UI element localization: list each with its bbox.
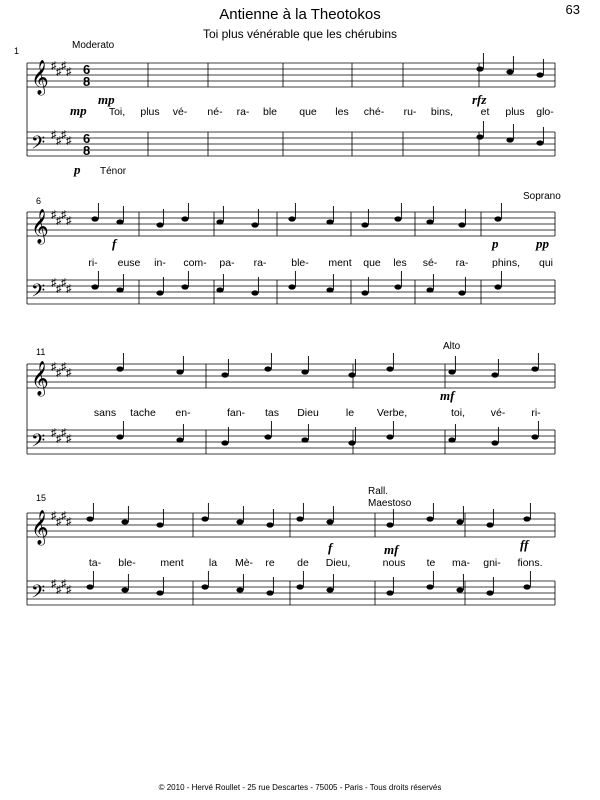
- lyrics-line: [0, 106, 600, 122]
- note-head: [386, 366, 393, 371]
- note-head: [91, 216, 98, 221]
- dynamic-marking: mp: [98, 92, 115, 107]
- note-head: [296, 516, 303, 521]
- note-head: [361, 222, 368, 227]
- note-head: [536, 140, 543, 145]
- lyric-syllable: la: [208, 557, 218, 569]
- sharp-icon: ♯: [56, 215, 62, 227]
- note-head: [506, 69, 513, 74]
- note-head: [523, 516, 530, 521]
- part-label: Soprano: [523, 191, 561, 202]
- sharp-icon: ♯: [66, 433, 72, 445]
- note-head: [264, 434, 271, 439]
- lyric-syllable: pa-: [219, 257, 235, 269]
- lyric-syllable: fions.: [517, 557, 543, 569]
- page-title: Antienne à la Theotokos: [219, 6, 381, 23]
- note-head: [326, 219, 333, 224]
- note-head: [201, 516, 208, 521]
- note-head: [494, 284, 501, 289]
- measure-number: 15: [36, 493, 47, 503]
- note-head: [523, 584, 530, 589]
- note-head: [476, 134, 483, 139]
- note-head: [456, 587, 463, 592]
- page-number: 63: [565, 2, 580, 17]
- note-head: [426, 287, 433, 292]
- note-head: [491, 372, 498, 377]
- measure-number: 1: [14, 46, 20, 56]
- sharp-icon: ♯: [61, 129, 67, 141]
- sharp-icon: ♯: [51, 209, 57, 221]
- sharp-icon: ♯: [56, 516, 62, 528]
- note-head: [386, 590, 393, 595]
- sharp-icon: ♯: [61, 427, 67, 439]
- page-subtitle: Toi plus vénérable que les chérubins: [202, 27, 398, 41]
- lyric-syllable: qui: [538, 257, 554, 269]
- copyright-footer: © 2010 - Hervé Roullet - 25 rue Descartes - 75005 - Paris - Tous droits réservés: [158, 783, 442, 792]
- lyric-syllable: ri-: [531, 407, 541, 419]
- note-head: [326, 287, 333, 292]
- lyric-syllable: que: [363, 257, 381, 269]
- sharp-icon: ♯: [51, 129, 57, 141]
- note-head: [531, 434, 538, 439]
- note-head: [326, 519, 333, 524]
- note-head: [116, 287, 123, 292]
- note-head: [386, 522, 393, 527]
- lyric-syllable: ri-: [88, 257, 98, 269]
- treble-clef-icon: 𝄞: [31, 361, 49, 396]
- lyric-syllable: bins,: [430, 106, 454, 118]
- lyric-syllable: ment: [328, 257, 352, 269]
- lyric-syllable: fan-: [226, 407, 246, 419]
- note-head: [156, 222, 163, 227]
- lyrics-line: [0, 557, 600, 573]
- sharp-icon: ♯: [61, 60, 67, 72]
- tempo-marking: Rall.: [368, 486, 389, 497]
- note-head: [394, 216, 401, 221]
- note-heads: [31, 53, 544, 607]
- lyric-syllable: tache: [130, 407, 156, 419]
- note-head: [266, 590, 273, 595]
- tempo-marking: Moderato: [72, 40, 115, 51]
- note-head: [201, 584, 208, 589]
- bass-clef-icon: 𝄢: [31, 281, 46, 306]
- part-label: Ténor: [100, 166, 127, 177]
- note-head: [176, 369, 183, 374]
- sharp-icon: ♯: [56, 584, 62, 596]
- note-head: [458, 222, 465, 227]
- lyric-syllable: in-: [154, 257, 166, 269]
- lyric-syllable: gni-: [483, 557, 501, 569]
- lyric-syllable: les: [335, 106, 349, 118]
- lyrics-line: [0, 257, 600, 273]
- lyric-syllable: plus: [140, 106, 160, 118]
- sharp-icon: ♯: [56, 66, 62, 78]
- note-head: [91, 284, 98, 289]
- time-signature: 6: [83, 62, 91, 77]
- note-head: [486, 522, 493, 527]
- note-head: [121, 519, 128, 524]
- note-head: [386, 434, 393, 439]
- note-head: [251, 222, 258, 227]
- note-head: [116, 219, 123, 224]
- lyric-syllable: re: [265, 557, 275, 569]
- sharp-icon: ♯: [61, 209, 67, 221]
- sharp-icon: ♯: [66, 135, 72, 147]
- note-head: [86, 584, 93, 589]
- lyric-syllable: né-: [207, 106, 223, 118]
- sharp-icon: ♯: [66, 367, 72, 379]
- treble-clef-icon: 𝄞: [31, 60, 49, 95]
- note-head: [486, 590, 493, 595]
- lyric-syllable: sé-: [422, 257, 438, 269]
- note-head: [348, 372, 355, 377]
- note-head: [221, 440, 228, 445]
- note-head: [221, 372, 228, 377]
- sharp-icon: ♯: [66, 516, 72, 528]
- sharp-icon: ♯: [56, 367, 62, 379]
- lyric-syllable: ta-: [88, 557, 102, 569]
- lyric-syllable: ble-: [291, 257, 309, 269]
- lyric-syllable: nous: [382, 557, 406, 569]
- lyric-syllable: de: [297, 557, 309, 569]
- sharp-icon: ♯: [61, 277, 67, 289]
- note-head: [476, 66, 483, 71]
- note-head: [216, 219, 223, 224]
- note-head: [266, 522, 273, 527]
- lyric-syllable: Mè-: [234, 557, 254, 569]
- lyric-syllable: vé-: [490, 407, 506, 419]
- lyric-syllable: te: [426, 557, 436, 569]
- lyric-syllable: Verbe,: [376, 407, 408, 419]
- note-head: [448, 369, 455, 374]
- sharp-icon: ♯: [66, 283, 72, 295]
- sharp-icon: ♯: [51, 427, 57, 439]
- sharp-icon: ♯: [56, 283, 62, 295]
- note-head: [531, 366, 538, 371]
- time-signature: 8: [83, 143, 91, 158]
- lyric-syllable: Toi,: [108, 106, 126, 118]
- lyric-syllable: et: [480, 106, 490, 118]
- bass-clef-icon: 𝄢: [31, 431, 46, 456]
- lyric-syllable: Dieu,: [325, 557, 351, 569]
- staff-lines: [27, 63, 555, 605]
- lyric-syllable: que: [299, 106, 317, 118]
- measure-number: 11: [36, 347, 46, 357]
- dynamic-marking: mp: [70, 103, 87, 118]
- note-head: [326, 587, 333, 592]
- note-head: [348, 440, 355, 445]
- note-head: [264, 366, 271, 371]
- lyric-syllable: ché-: [363, 106, 385, 118]
- lyric-syllable: en-: [175, 407, 191, 419]
- sharp-icon: ♯: [56, 433, 62, 445]
- lyric-syllable: le: [345, 407, 355, 419]
- tempo-marking: Maestoso: [368, 498, 412, 509]
- bass-clef-icon: 𝄢: [31, 582, 46, 607]
- dynamic-marking: mf: [440, 388, 455, 403]
- note-head: [301, 437, 308, 442]
- dynamic-marking: f: [328, 540, 333, 555]
- lyrics-line: [0, 407, 600, 423]
- note-head: [288, 284, 295, 289]
- lyric-syllable: sans: [93, 407, 117, 419]
- lyric-syllable: ra-: [455, 257, 469, 269]
- dynamic-marking: p: [492, 236, 499, 251]
- note-head: [394, 284, 401, 289]
- dynamic-marking: f: [112, 236, 117, 251]
- lyric-syllable: toi,: [450, 407, 466, 419]
- note-head: [236, 519, 243, 524]
- treble-clef-icon: 𝄞: [31, 510, 49, 545]
- sharp-icon: ♯: [66, 215, 72, 227]
- sharp-icon: ♯: [56, 135, 62, 147]
- note-head: [156, 522, 163, 527]
- note-head: [156, 290, 163, 295]
- lyric-syllable: vé-: [172, 106, 188, 118]
- lyric-syllable: ble-: [118, 557, 136, 569]
- note-head: [156, 590, 163, 595]
- lyric-syllable: glo-: [536, 106, 554, 118]
- note-head: [426, 219, 433, 224]
- part-label: Alto: [443, 341, 461, 352]
- time-signature: 8: [83, 74, 91, 89]
- note-head: [236, 587, 243, 592]
- dynamic-marking: pp: [536, 236, 549, 251]
- lyric-syllable: plus: [505, 106, 525, 118]
- note-head: [536, 72, 543, 77]
- sharp-icon: ♯: [66, 584, 72, 596]
- lyric-syllable: ra-: [236, 106, 250, 118]
- sharp-icon: ♯: [51, 361, 57, 373]
- sharp-icon: ♯: [61, 510, 67, 522]
- note-head: [116, 366, 123, 371]
- note-head: [116, 434, 123, 439]
- bass-clef-icon: 𝄢: [31, 133, 46, 158]
- dynamic-marking: p: [74, 162, 81, 177]
- note-head: [216, 287, 223, 292]
- note-head: [296, 584, 303, 589]
- note-head: [301, 369, 308, 374]
- lyric-syllable: Dieu: [297, 407, 319, 419]
- lyric-syllable: tas: [264, 407, 280, 419]
- note-head: [288, 216, 295, 221]
- lyric-syllable: ment: [160, 557, 184, 569]
- note-head: [506, 137, 513, 142]
- note-head: [494, 216, 501, 221]
- lyric-syllable: les: [393, 257, 407, 269]
- sharp-icon: ♯: [61, 361, 67, 373]
- note-head: [448, 437, 455, 442]
- time-signature: 6: [83, 131, 91, 146]
- note-head: [426, 516, 433, 521]
- note-head: [491, 440, 498, 445]
- note-head: [456, 519, 463, 524]
- dynamic-marking: ff: [520, 537, 529, 552]
- note-head: [458, 290, 465, 295]
- sharp-icon: ♯: [51, 277, 57, 289]
- lyric-syllable: com-: [183, 257, 207, 269]
- note-head: [426, 584, 433, 589]
- lyric-syllable: ma-: [451, 557, 471, 569]
- dynamic-marking: mf: [384, 542, 399, 557]
- measure-number: 6: [36, 196, 42, 206]
- note-head: [86, 516, 93, 521]
- lyric-syllable: euse: [117, 257, 141, 269]
- sharp-icon: ♯: [51, 510, 57, 522]
- note-head: [361, 290, 368, 295]
- lyric-syllable: phins,: [491, 257, 521, 269]
- note-head: [181, 284, 188, 289]
- sharp-icon: ♯: [66, 66, 72, 78]
- note-head: [181, 216, 188, 221]
- note-head: [251, 290, 258, 295]
- lyric-syllable: ra-: [253, 257, 267, 269]
- lyric-syllable: ru-: [403, 106, 417, 118]
- note-head: [121, 587, 128, 592]
- sharp-icon: ♯: [51, 578, 57, 590]
- sharp-icon: ♯: [61, 578, 67, 590]
- note-head: [176, 437, 183, 442]
- treble-clef-icon: 𝄞: [31, 209, 49, 244]
- sharp-icon: ♯: [51, 60, 57, 72]
- lyric-syllable: ble: [262, 106, 278, 118]
- dynamic-marking: rfz: [472, 92, 487, 107]
